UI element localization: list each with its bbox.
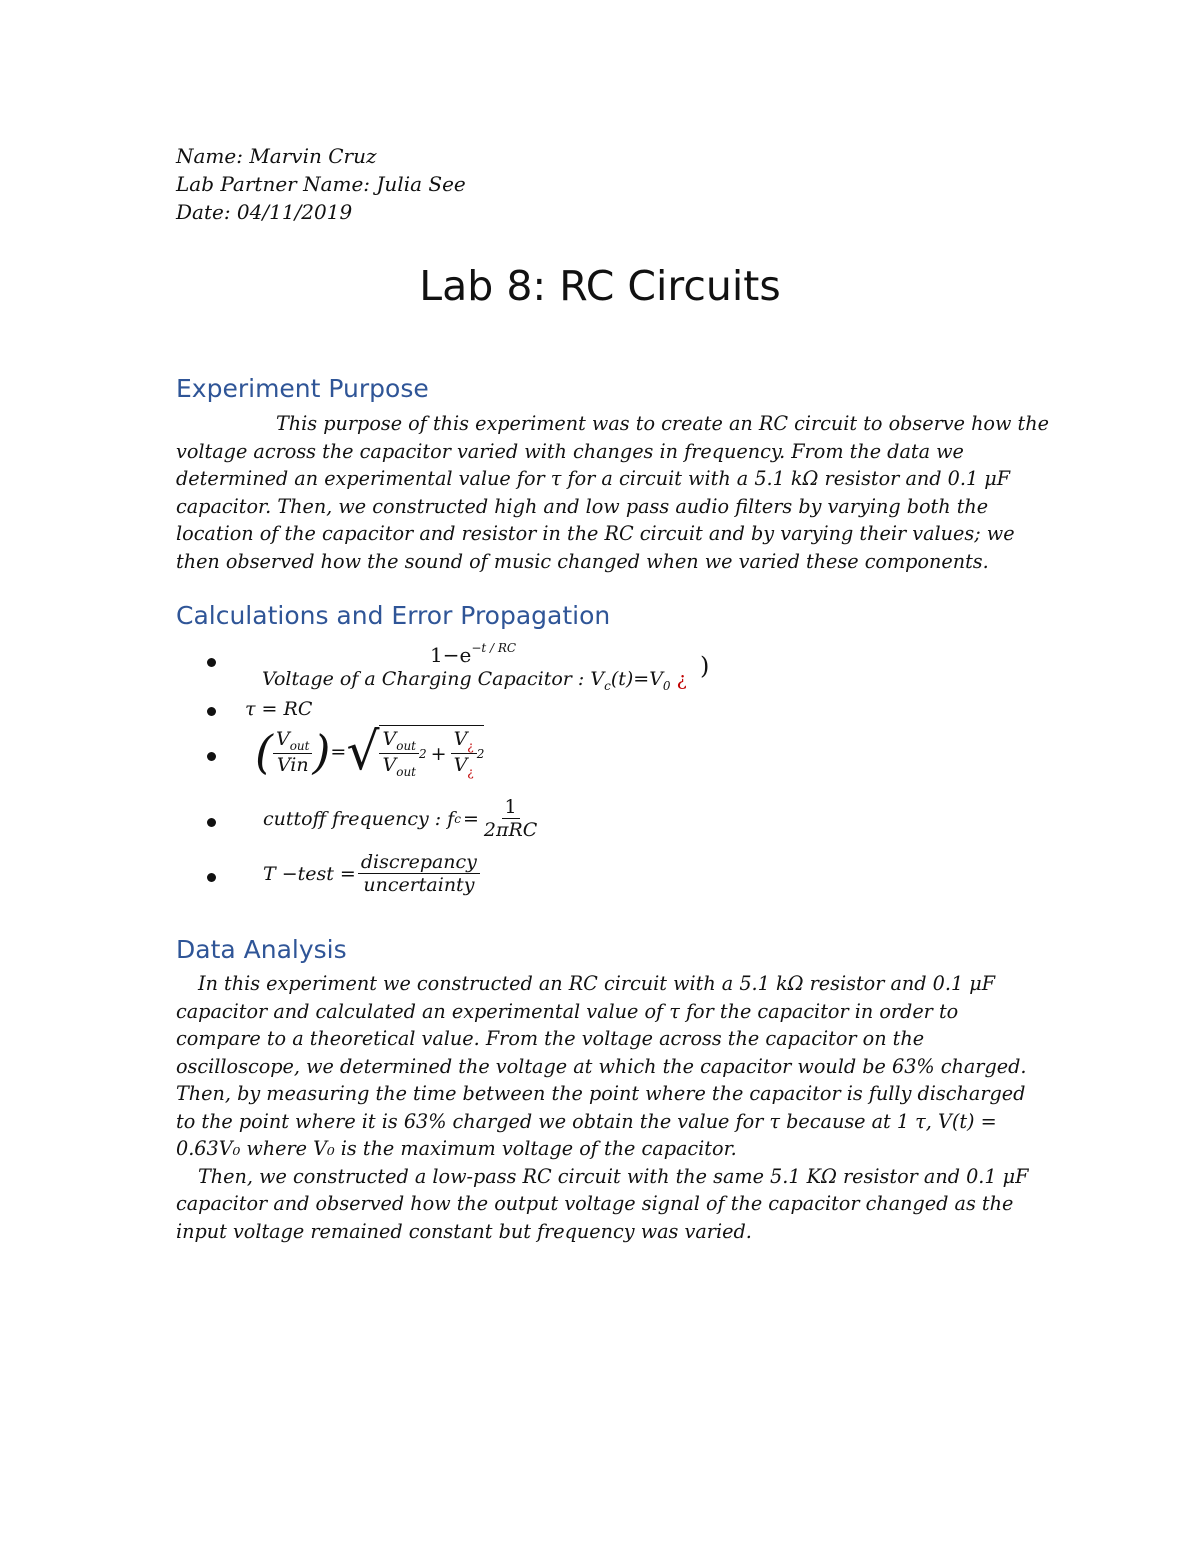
bullet-point <box>207 752 216 761</box>
heading-calculations: Calculations and Error Propagation <box>176 601 611 630</box>
equation-charging-capacitor: Voltage of a Charging Capacitor : $V_c(t)=V_0$ ¿ <box>262 668 687 693</box>
student-name: Name: Marvin Cruz <box>176 144 377 168</box>
analysis-line: In this experiment we constructed an RC circuit with a 5.1 kΩ resistor and 0.1 μF <box>198 972 996 995</box>
bullet-point <box>207 658 216 667</box>
analysis-line: oscilloscope, we determined the voltage at which the capacitor would be 63% charged. <box>176 1054 1027 1078</box>
analysis-line: compare to a theoretical value. From the voltage across the capacitor on the <box>176 1027 925 1050</box>
equation-exponent-term: $1-e^{-t / RC}$ <box>430 641 517 667</box>
page-title: Lab 8: RC Circuits <box>419 262 781 310</box>
analysis-line: capacitor and calculated an experimental value of τ for the capacitor in order to <box>176 999 959 1023</box>
purpose-line: This purpose of this experiment was to create an RC circuit to observe how the <box>276 412 1049 435</box>
lab-date: Date: 04/11/2019 <box>176 200 353 224</box>
analysis-line: Then, we constructed a low-pass RC circuit with the same 5.1 KΩ resistor and 0.1 μF <box>198 1164 1029 1188</box>
analysis-line: input voltage remained constant but frequency was varied. <box>176 1219 752 1243</box>
purpose-line: capacitor. Then, we constructed high and low pass audio filters by varying both the <box>176 494 989 518</box>
equation-t-test: T −test = $\frac{\text{discrepancy}}{\text{uncertainty}}$ <box>263 851 480 896</box>
equation-voltage-ratio: ( $\frac{V_{out}}{\text{Vin}}$ ) = √ $\frac{V_{out}}{V_{out}}$ 2 + $\frac{V_¿}{V_¿}$ 2 <box>255 722 485 782</box>
heading-experiment-purpose: Experiment Purpose <box>176 374 429 403</box>
purpose-line: determined an experimental value for τ for a circuit with a 5.1 kΩ resistor and 0.1 μF <box>176 467 1011 490</box>
bullet-point <box>207 707 216 716</box>
bullet-point <box>207 818 216 827</box>
purpose-line: location of the capacitor and resistor in the RC circuit and by varying their values; we <box>176 522 1015 545</box>
analysis-line: capacitor and observed how the output voltage signal of the capacitor changed as the <box>176 1192 1014 1215</box>
equation-closing-paren: ) <box>700 652 710 680</box>
analysis-line: 0.63V₀ where V₀ is the maximum voltage of the capacitor. <box>176 1137 737 1160</box>
bullet-point <box>207 873 216 882</box>
heading-data-analysis: Data Analysis <box>176 935 347 964</box>
purpose-paragraph <box>176 410 1049 575</box>
error-glyph: ¿ <box>676 668 687 690</box>
analysis-line: to the point where it is 63% charged we obtain the value for τ because at 1 τ, V(t) = <box>176 1109 997 1133</box>
analysis-line: Then, by measuring the time between the point where the capacitor is fully discharged <box>176 1082 1026 1105</box>
analysis-paragraph <box>176 970 1029 1245</box>
equation-tau: τ = RC <box>245 698 313 720</box>
purpose-line: voltage across the capacitor varied with changes in frequency. From the data we <box>176 439 964 463</box>
purpose-line: then observed how the sound of music changed when we varied these components. <box>176 549 989 573</box>
lab-partner-name: Lab Partner Name: Julia See <box>176 172 466 196</box>
equation-cutoff-frequency: cuttoff frequency : f c = $\frac{1}{\text{2πRC}}$ <box>263 796 538 841</box>
